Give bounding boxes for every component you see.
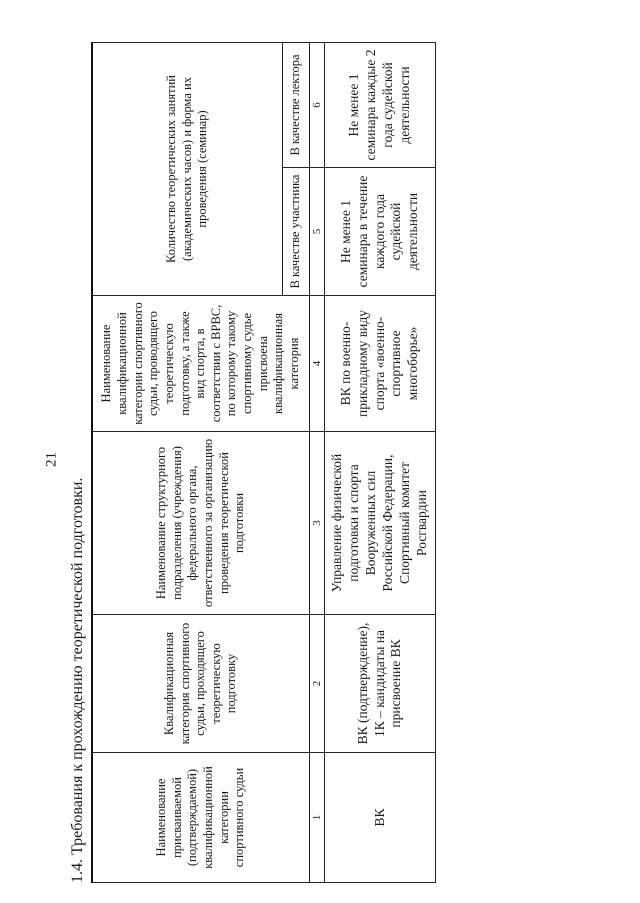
cell-as-lecturer: Не менее 1 семинара каждые 2 года судейской деятельности: [325, 42, 436, 167]
header-lecturer-category: Наименование квалификационной категории спортивного судьи, проводящего теоретическую подготовку, а также вид спорта, в соответствии с ВРВС, по которому такому спортивному судье присвоена квалификационная категория: [92, 296, 310, 432]
column-number: 4: [310, 296, 325, 432]
cell-as-participant: Не менее 1 семинара в течение каждого года судейской деятельности: [325, 168, 436, 296]
header-current-category: Квалификационная категория спортивного судьи, проходящего теоретическую подготовку: [92, 615, 310, 753]
header-assigned-category: Наименование присваиваемой (подтверждаемой) квалификационной категории спортивного судьи: [92, 753, 310, 883]
header-responsible-unit: Наименование структурного подразделения (учреждения) федерального органа, ответственного за организацию проведения теоретической подготовки: [92, 432, 310, 615]
rotated-page-content: [67, 23, 457, 883]
column-number: 5: [310, 168, 325, 296]
column-number: 3: [310, 432, 325, 615]
column-number: 1: [310, 753, 325, 883]
column-number: 6: [310, 42, 325, 167]
header-as-participant: В качестве участника: [283, 168, 310, 296]
column-number-row: [310, 42, 325, 882]
header-as-lecturer: В качестве лектора: [283, 42, 310, 167]
page-number: 21: [43, 452, 60, 467]
cell-assigned-category: ВК: [325, 753, 436, 883]
cell-lecturer-category: ВК по военно-прикладному виду спорта «военно-спортивное многоборье»: [325, 296, 436, 432]
header-seminar-count: Количество теоретических занятий (академических часов) и форма их проведения (семинар): [92, 42, 283, 295]
requirements-table: [91, 42, 436, 883]
cell-current-category: ВК (подтверждение), 1К – кандидаты на присвоение ВК: [325, 615, 436, 753]
column-number: 2: [310, 615, 325, 753]
section-title: 1.4. Требования к прохождению теоретической подготовки.: [69, 477, 86, 883]
cell-responsible-unit: Управление физической подготовки и спорта Вооруженных сил Российской Федерации, Спортивный комитет Росгвардии: [325, 432, 436, 615]
table-row: [325, 42, 436, 882]
